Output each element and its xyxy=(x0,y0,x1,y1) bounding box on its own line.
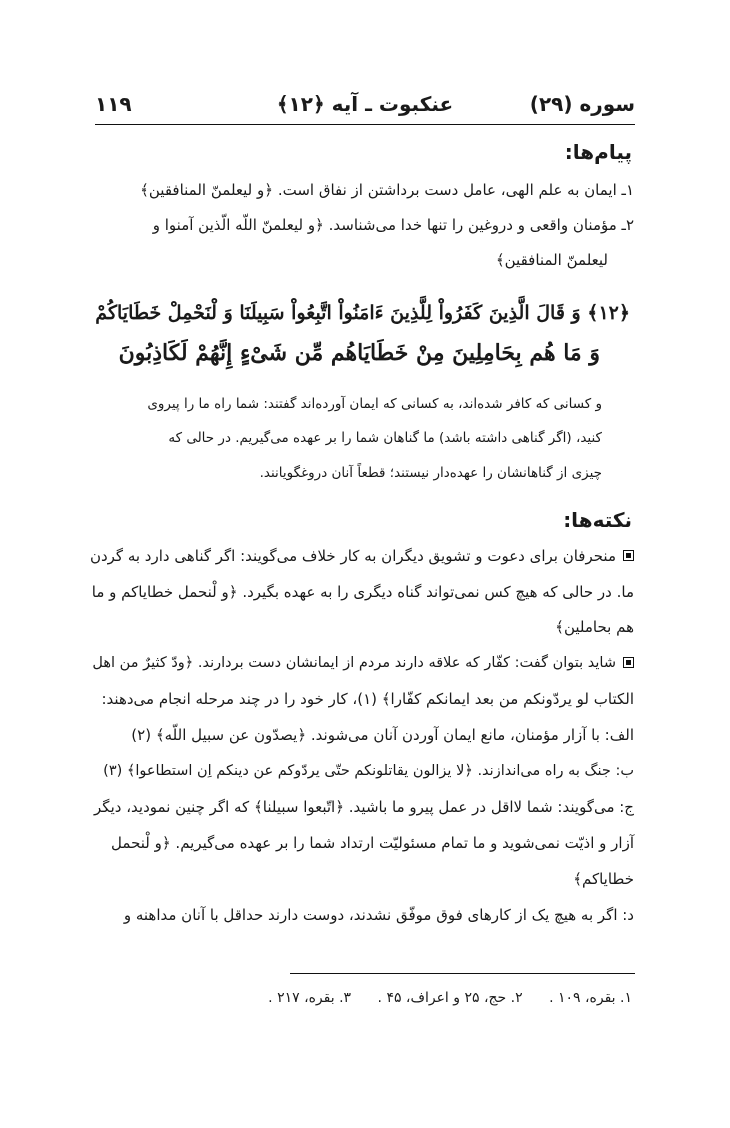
bullet-icon xyxy=(623,550,634,561)
note-text: منحرفان برای دعوت و تشویق دیگران به کار خلاف می‌گویند: اگر گناهی دارد به گردن xyxy=(89,547,616,565)
surah-label: سوره (۲۹) xyxy=(529,92,635,116)
translation-line: کنید، (اگر گناهی داشته باشد) ما گناهان شما را بر عهده می‌گیریم. در حالی که xyxy=(168,430,602,446)
note-line xyxy=(92,653,634,673)
note-line: الکتاب لو یردّونکم من بعد ایمانکم کفّارا﴾ (۱)، کار خود را در چند مرحله انجام می‌دهند: xyxy=(101,690,634,708)
verse-line: وَ مَا هُم بِحَامِلِينَ مِنْ خَطَايَاهُم مِّن شَىْءٍ إِنَّهُمْ لَكَاذِبُونَ xyxy=(118,340,600,366)
note-line xyxy=(90,546,634,566)
verse-line: ﴿۱۲﴾ وَ قَالَ الَّذِينَ كَفَرُواْ لِلَّذِينَ ءَامَنُواْ اتَّبِعُواْ سَبِيلَنَا وَ لْنَحْمِلْ خَطَايَاكُمْ xyxy=(95,302,630,324)
translation-line: چیزی از گناهانشان را عهده‌دار نیستند؛ قطعاً آنان دروغگویانند. xyxy=(259,465,602,481)
header-title: عنکبوت ـ آیه ﴿۱۲﴾ xyxy=(276,92,454,116)
note-line: د: اگر به هیچ یک از کارهای فوق موفّق نشدند، دوست دارند حداقل با آنان مداهنه و xyxy=(123,906,634,924)
message-line: ۲ـ مؤمنان واقعی و دروغین را تنها خدا می‌شناسد. ﴿و لیعلمنّ اللّه الّذین آمنوا و xyxy=(152,216,634,234)
footnote: ۳. بقره، ۲۱۷ . xyxy=(268,990,352,1006)
message-line: ۱ـ ایمان به علم الهی، عامل دست برداشتن از نفاق است. ﴿و لیعلمنّ المنافقین﴾ xyxy=(140,181,634,199)
header-rule xyxy=(95,124,635,125)
bullet-icon xyxy=(623,657,634,668)
note-line: الف: با آزار مؤمنان، مانع ایمان آوردن آنان می‌شوند. ﴿یصدّون عن سبیل اللّه﴾ (۲) xyxy=(131,726,634,744)
note-line: ما. در حالی که هیچ کس نمی‌تواند گناه دیگری را به عهده بگیرد. ﴿و لْنحمل خطایاکم و ما xyxy=(91,583,634,601)
messages-heading: پیام‌ها: xyxy=(564,140,632,164)
footnote: ۲. حج، ۲۵ و اعراف، ۴۵ . xyxy=(377,990,523,1006)
footnotes xyxy=(246,990,632,1006)
note-line: آزار و اذیّت نمی‌شوید و ما تمام مسئولیّت ارتداد شما را بر عهده می‌گیریم. ﴿و لْنحمل xyxy=(111,834,634,852)
footnote: ۱. بقره، ۱۰۹ . xyxy=(549,990,632,1006)
note-line: ج: می‌گویند: شما لااقل در عمل پیرو ما باشید. ﴿اتّبعوا سبیلنا﴾ که اگر چنین نمودید، دیگر xyxy=(94,798,634,816)
note-line: هم بحاملین﴾ xyxy=(555,618,634,636)
note-line: ب: جنگ به راه می‌اندازند. ﴿لا یزالون یقاتلونکم حتّی یردّوکم عن دینکم اِن استطاعوا﴾ (۳) xyxy=(103,763,634,779)
translation-line: و کسانی که کافر شده‌اند، به کسانی که ایمان آورده‌اند گفتند: شما راه ما را پیروی xyxy=(147,396,602,412)
note-line: خطایاکم﴾ xyxy=(573,870,634,888)
message-line: لیعلمنّ المنافقین﴾ xyxy=(495,251,608,269)
footnote-rule xyxy=(290,973,635,974)
notes-heading: نکته‌ها: xyxy=(563,508,632,532)
page-number: ۱۱۹ xyxy=(95,92,132,116)
note-text: شاید بتوان گفت: کفّار که علاقه دارند مردم از ایمانشان دست بردارند. ﴿ودّ کثیرٌ من اهل xyxy=(92,655,616,671)
running-header xyxy=(95,92,635,120)
